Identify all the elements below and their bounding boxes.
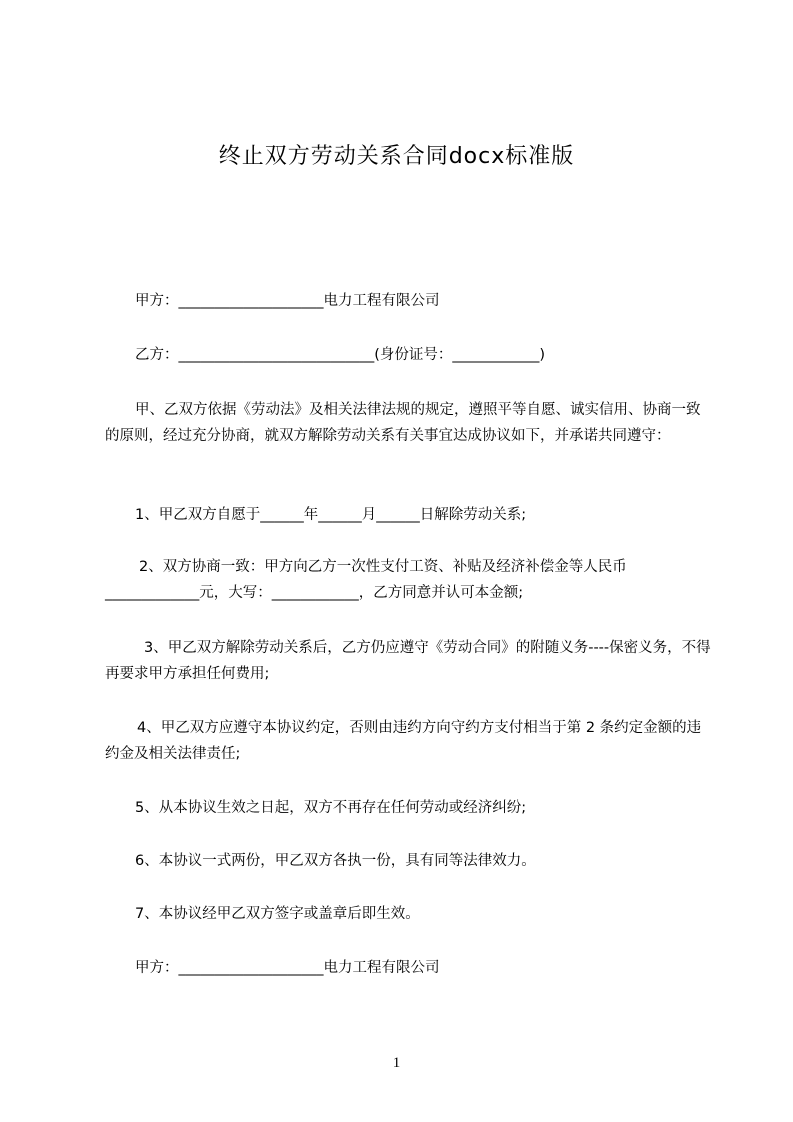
- clause-4: 4、甲乙双方应遵守本协议约定，否则由违约方向守约方支付相当于第 2 条约定金额的违约金及相关法律责任;: [105, 720, 702, 762]
- party-a-line: 甲方：____________________电力工程有限公司: [135, 293, 440, 309]
- preamble-paragraph: 甲、乙双方依据《劳动法》及相关法律法规的规定，遵照平等自愿、诚实信用、协商一致的原则，经过充分协商，就双方解除劳动关系有关事宜达成协议如下，并承诺共同遵守：: [105, 402, 701, 444]
- party-b-line: 乙方：___________________________(身份证号：____________): [135, 347, 546, 363]
- page-number: 1: [392, 1055, 401, 1071]
- clause-1: 1、甲乙双方自愿于______年______月______日解除劳动关系;: [135, 507, 527, 523]
- clause-2: 2、双方协商一致：甲方向乙方一次性支付工资、补贴及经济补偿金等人民币_____________元，大写：____________，乙方同意并认可本金额;: [105, 559, 627, 601]
- clause-7: 7、本协议经甲乙双方签字或盖章后即生效。: [135, 906, 420, 922]
- document-title: 终止双方劳动关系合同docx标准版: [218, 144, 575, 169]
- clause-3: 3、甲乙双方解除劳动关系后，乙方仍应遵守《劳动合同》的附随义务----保密义务，不得再要求甲方承担任何费用;: [105, 640, 711, 682]
- clause-6: 6、本协议一式两份，甲乙双方各执一份，具有同等法律效力。: [135, 853, 536, 869]
- clause-5: 5、从本协议生效之日起，双方不再存在任何劳动或经济纠纷;: [135, 800, 527, 816]
- closing-party-a-line: 甲方：____________________电力工程有限公司: [135, 960, 440, 976]
